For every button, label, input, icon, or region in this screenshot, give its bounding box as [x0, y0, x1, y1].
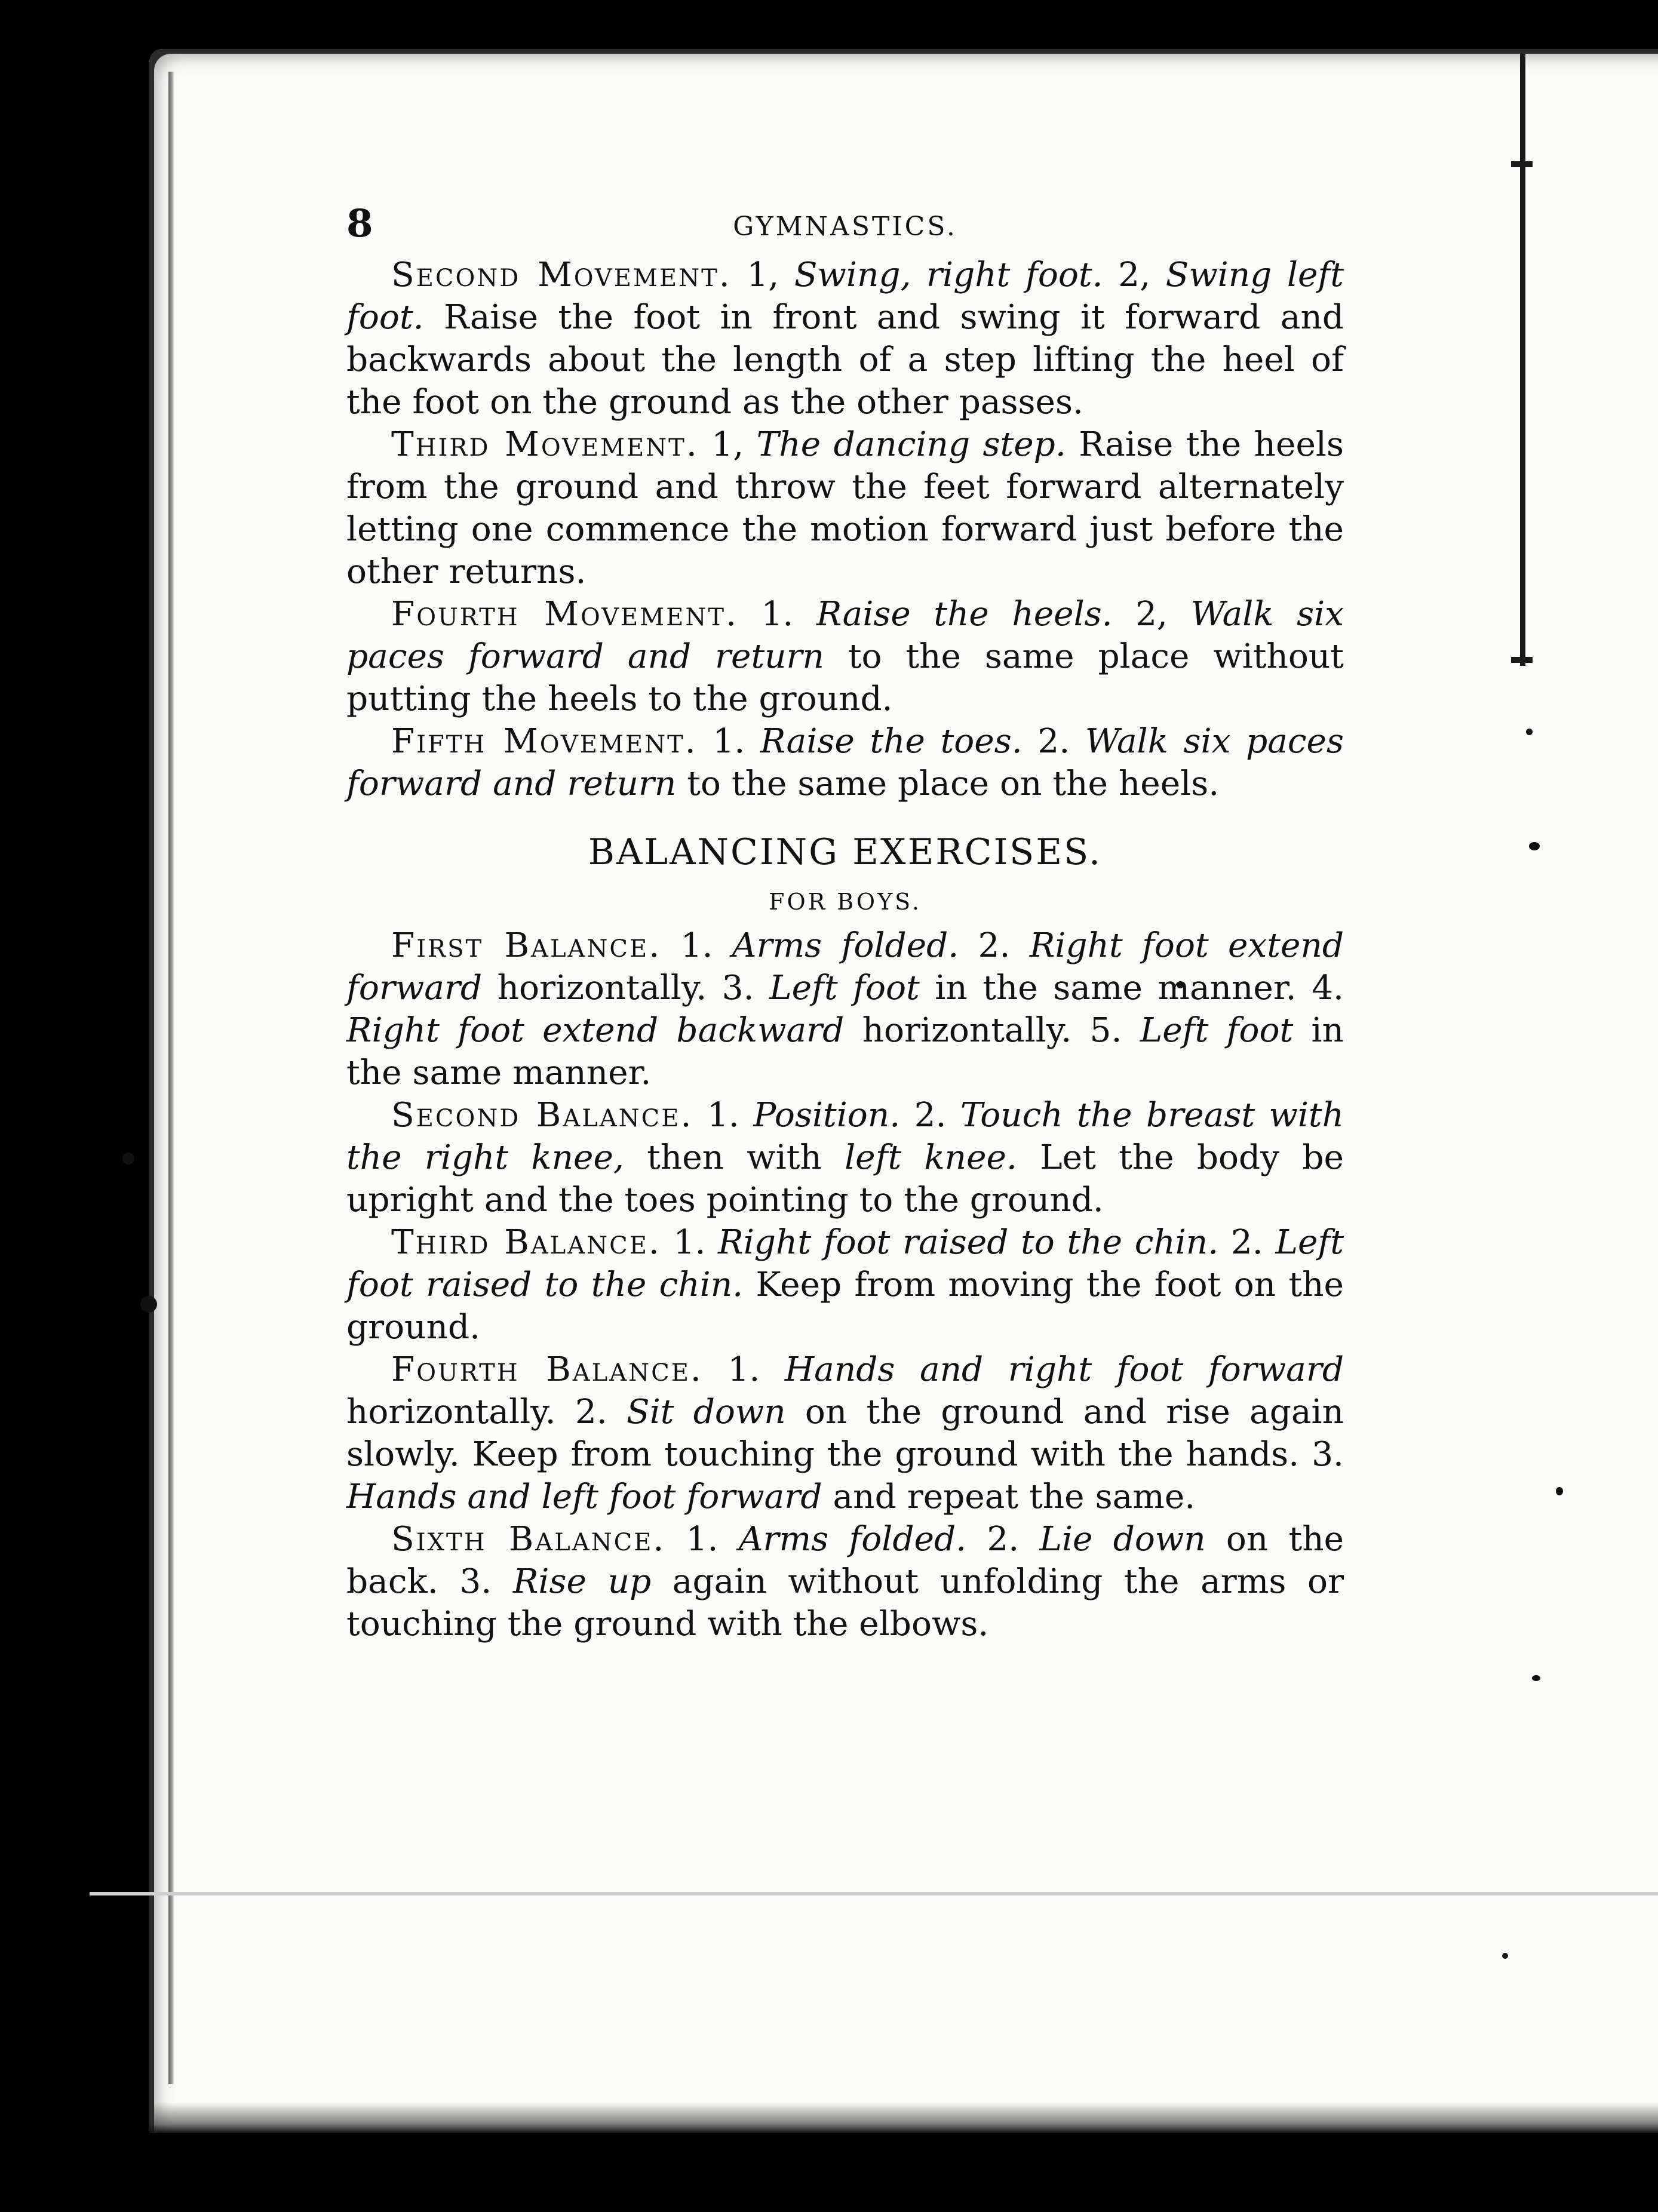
section-subtitle: FOR BOYS.	[769, 889, 922, 915]
instruction-text: again without unfolding the arms or touching the ground with the elbows.	[346, 1562, 1344, 1643]
scan-speck	[140, 1296, 157, 1313]
instruction-text: on the back. 3.	[346, 1520, 1344, 1601]
exercise-paragraph	[346, 1221, 1344, 1348]
instruction-text: 2.	[900, 1096, 960, 1135]
exercise-heading: Third Movement.	[391, 425, 699, 464]
instruction-italic: Walk six paces forward and return	[346, 722, 1344, 803]
gutter-tick-mark	[1511, 161, 1533, 167]
instruction-text: 1,	[731, 256, 794, 294]
instruction-italic: Right foot raised to the chin.	[718, 1223, 1219, 1262]
instruction-italic: Right foot extend backward	[346, 1011, 845, 1050]
instruction-text: 1.	[702, 1350, 785, 1389]
instruction-text: Raise the heels from the ground and throw the feet forward alternately letting one commence the motion forward just before the other returns.	[346, 425, 1344, 591]
exercise-paragraph	[346, 924, 1344, 1094]
instruction-italic: Hands and right foot forward	[784, 1350, 1344, 1389]
exercise-heading: Third Balance.	[391, 1223, 661, 1262]
instruction-italic: Raise the heels.	[816, 595, 1113, 634]
instruction-text: 2,	[1112, 595, 1191, 634]
instruction-text: 2.	[1218, 1223, 1276, 1262]
scan-speck	[122, 1153, 134, 1165]
instruction-text: then with	[624, 1138, 845, 1177]
instruction-italic: Left foot	[769, 969, 920, 1007]
instruction-italic: Swing left foot.	[346, 256, 1344, 337]
exercise-paragraph	[346, 593, 1344, 720]
exercise-heading: Sixth Balance.	[391, 1520, 666, 1559]
instruction-text: in the same manner. 4.	[919, 969, 1344, 1007]
scan-speck	[1529, 842, 1540, 850]
exercise-heading: Second Balance.	[391, 1096, 693, 1135]
page-content	[346, 200, 1344, 1645]
instruction-italic: Touch the breast with the right knee,	[346, 1096, 1344, 1177]
exercise-heading: Fifth Movement.	[391, 722, 698, 761]
gutter-edge-mark	[1520, 54, 1525, 666]
exercise-paragraph	[346, 1094, 1344, 1221]
instruction-text: Keep from moving the foot on the ground.	[346, 1265, 1344, 1347]
instruction-text: 2,	[1103, 256, 1166, 294]
exercise-paragraph	[346, 720, 1344, 805]
instruction-italic: left knee.	[845, 1138, 1017, 1177]
page-number: 8	[346, 201, 373, 246]
instruction-text: Let the body be upright and the toes pointing to the ground.	[346, 1138, 1344, 1219]
instruction-text: 1,	[698, 425, 757, 464]
instruction-text: 1.	[665, 1520, 739, 1559]
instruction-italic: Arms folded.	[738, 1520, 967, 1559]
exercise-paragraph	[346, 254, 1344, 423]
instruction-text: 1.	[661, 1223, 719, 1262]
running-head	[346, 200, 1344, 254]
instruction-text: 1.	[697, 722, 760, 761]
exercise-paragraph	[346, 1518, 1344, 1645]
instruction-italic: Rise up	[512, 1562, 652, 1601]
exercise-heading: Fourth Balance.	[391, 1350, 703, 1389]
instruction-text: and repeat the same.	[822, 1477, 1196, 1516]
instruction-text: Raise the foot in front and swing it forward and backwards about the length of a step lifting the heel of the foot on the ground as the other passes.	[346, 298, 1344, 422]
instruction-text: in the same manner.	[346, 1011, 1344, 1092]
instruction-text: to the same place on the heels.	[676, 764, 1220, 803]
instruction-text: on the ground and rise again slowly. Keep from touching the ground with the hands. 3.	[346, 1393, 1344, 1474]
instruction-text: 1.	[693, 1096, 754, 1135]
instruction-italic: The dancing step.	[756, 425, 1066, 464]
exercise-heading: Second Movement.	[391, 256, 732, 294]
instruction-italic: Swing, right foot.	[794, 256, 1103, 294]
instruction-text: 1.	[661, 926, 732, 965]
exercise-heading: Fourth Movement.	[391, 595, 738, 634]
instruction-text: 2.	[959, 926, 1030, 965]
instruction-text: 1.	[738, 595, 816, 634]
instruction-text: to the same place without putting the heels to the ground.	[346, 637, 1344, 718]
page-bottom-shadow	[149, 2102, 1658, 2133]
exercise-heading: First Balance.	[391, 926, 662, 965]
exercise-paragraph	[346, 423, 1344, 593]
movement-paragraphs	[346, 254, 1344, 805]
running-head-title: GYMNASTICS.	[733, 211, 957, 242]
instruction-italic: Lie down	[1039, 1520, 1206, 1559]
scan-speck	[1502, 1953, 1508, 1959]
instruction-italic: Walk six paces forward and return	[346, 595, 1344, 676]
instruction-text: horizontally. 3.	[482, 969, 770, 1007]
scan-artifact-line	[90, 1892, 1658, 1895]
gutter-tick-mark	[1511, 657, 1533, 663]
instruction-italic: Position.	[753, 1096, 901, 1135]
balance-paragraphs	[346, 924, 1344, 1645]
instruction-text: 2.	[1022, 722, 1085, 761]
instruction-italic: Arms folded.	[732, 926, 959, 965]
page-left-edge	[168, 72, 174, 2084]
instruction-italic: Left foot raised to the chin.	[346, 1223, 1344, 1304]
section-title: BALANCING EXERCISES.	[588, 831, 1103, 873]
scan-speck	[1532, 1675, 1540, 1681]
scan-speck	[1526, 729, 1533, 735]
instruction-italic: Right foot extend forward	[346, 926, 1344, 1007]
instruction-italic: Left foot	[1140, 1011, 1294, 1050]
instruction-italic: Hands and left foot forward	[346, 1477, 822, 1516]
scan-speck	[1556, 1487, 1563, 1495]
instruction-text: 2.	[966, 1520, 1040, 1559]
instruction-text: horizontally. 2.	[346, 1393, 627, 1431]
exercise-paragraph	[346, 1348, 1344, 1518]
instruction-italic: Raise the toes.	[760, 722, 1023, 761]
instruction-italic: Sit down	[626, 1393, 786, 1431]
instruction-text: horizontally. 5.	[844, 1011, 1140, 1050]
